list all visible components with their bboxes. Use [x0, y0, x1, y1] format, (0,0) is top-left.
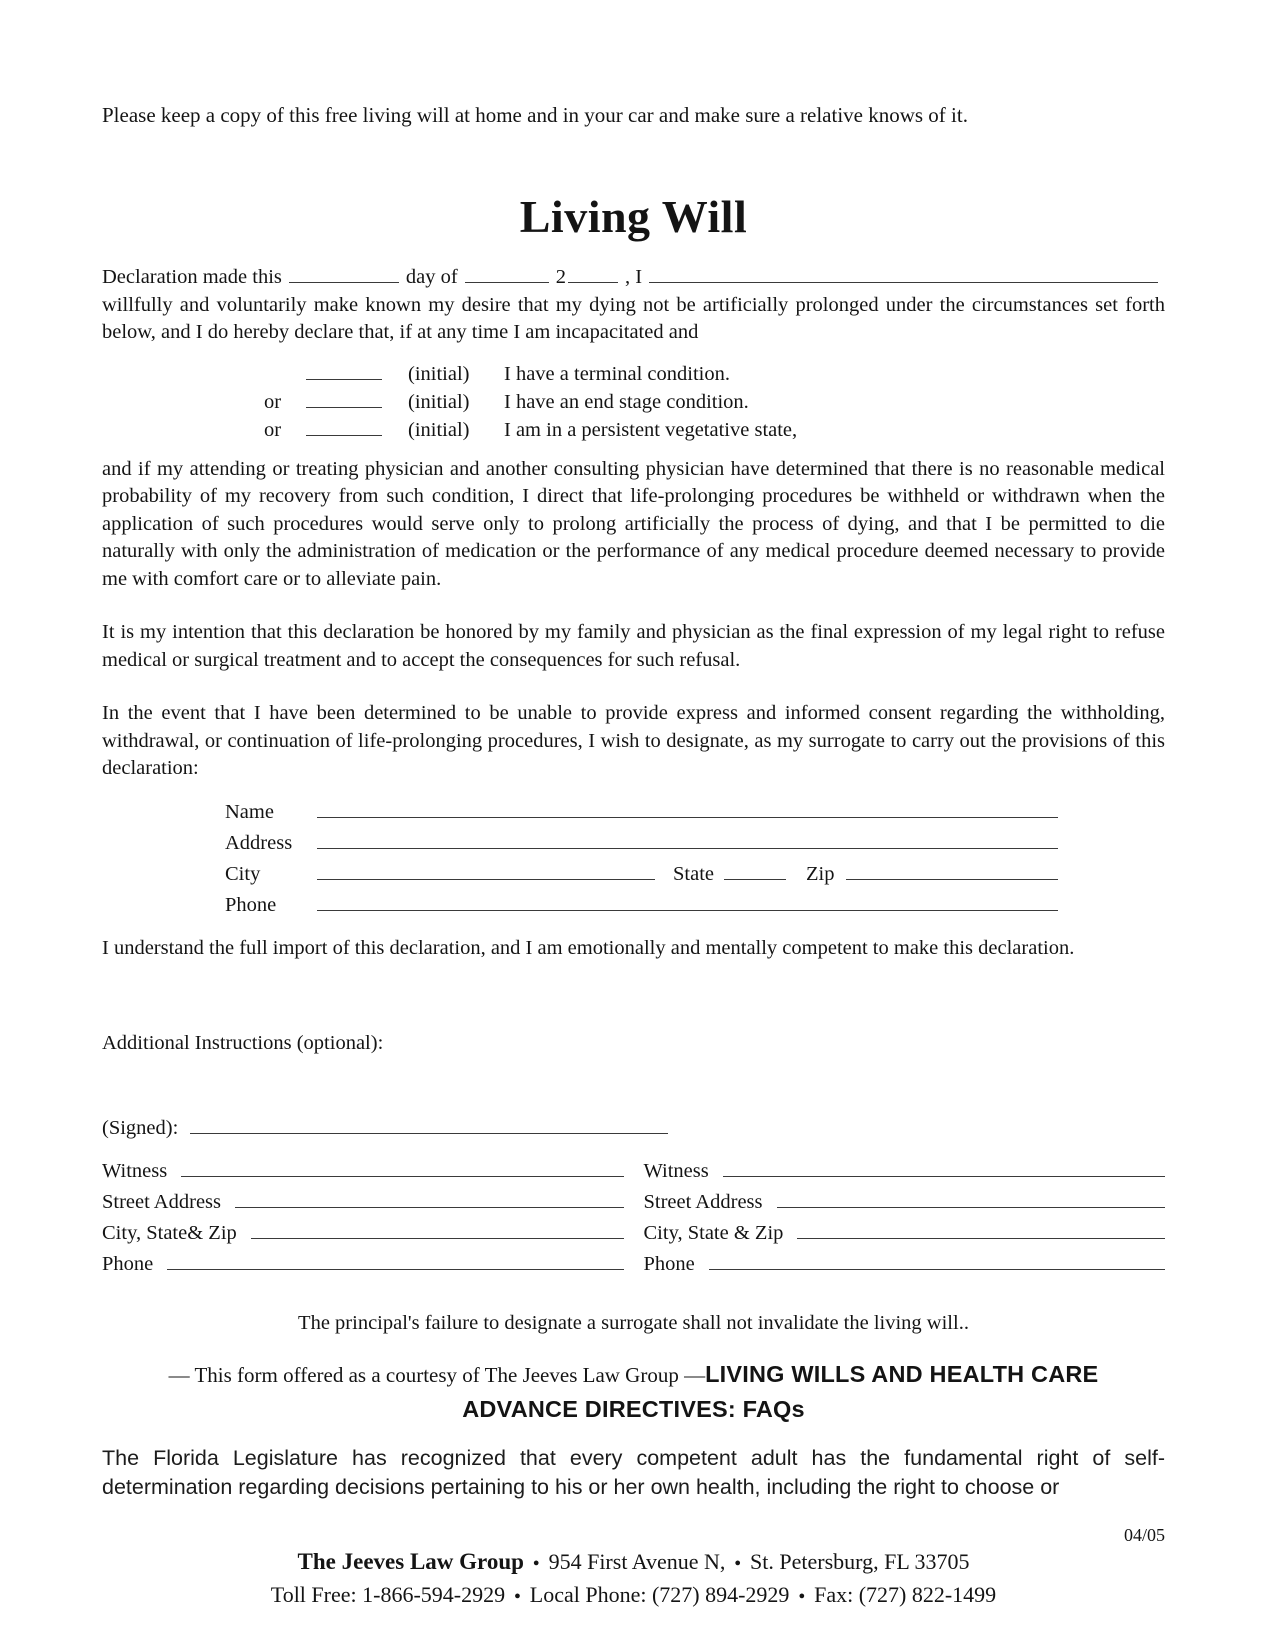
zip-label: Zip [806, 862, 835, 885]
city-label: City [225, 862, 261, 885]
city-state-zip-blank-line [251, 1218, 624, 1239]
witness-column-right [644, 1156, 1166, 1280]
zip-blank-line [846, 859, 1058, 880]
courtesy-headline-line2: ADVANCE DIRECTIVES: FAQs [462, 1396, 805, 1422]
witness-city-row [102, 1218, 624, 1249]
declaration-lead-text: Declaration made this [102, 266, 282, 288]
city-state-zip-label: City, State & Zip [643, 1222, 784, 1244]
witness-phone-row [102, 1249, 624, 1280]
initials-block [102, 359, 1165, 443]
witness-blank-line [181, 1156, 623, 1177]
page-title: Living Will [519, 191, 748, 242]
bullet-separator-icon: ● [798, 1589, 806, 1602]
footer-city: St. Petersburg, FL 33705 [750, 1548, 970, 1574]
witness-row [102, 1156, 624, 1187]
street-address-blank-line [235, 1187, 624, 1208]
initial-row-terminal [264, 359, 1165, 387]
phone-blank-line [709, 1249, 1165, 1270]
florida-legislature-paragraph: The Florida Legislature has recognized that every competent adult has the fundamental right of self-determination regarding decisions pertaining to his or her own health, including the right to choose or [102, 1446, 1165, 1499]
footer-fax: Fax: (727) 822-1499 [814, 1581, 997, 1607]
comma-i-text: , I [624, 266, 643, 288]
witness-street-row [102, 1187, 624, 1218]
witness-column-left [102, 1156, 624, 1280]
declaration-body-paragraph: willfully and voluntarily make known my desire that my dying not be artificially prolonged under the circumstances set forth below, and I do hereby declare that, if at any time I am incapacitated and [102, 293, 1165, 343]
day-of-text: day of [405, 266, 458, 288]
footer-street: 954 First Avenue N, [548, 1548, 726, 1574]
initial-blank-line [306, 359, 382, 380]
declarant-name-blank-line [649, 262, 1158, 283]
initial-blank-line [306, 387, 382, 408]
phone-blank-line [167, 1249, 623, 1270]
competence-paragraph: I understand the full import of this declaration, and I am emotionally and mentally competent to make this declaration. [102, 936, 1075, 959]
initial-row-text: I have an end stage condition. [504, 390, 749, 413]
witness-row [644, 1156, 1166, 1187]
initial-row-text: I have a terminal condition. [504, 362, 730, 385]
footer-phone-line [102, 1580, 1165, 1611]
street-address-label: Street Address [102, 1191, 221, 1213]
street-address-label: Street Address [643, 1191, 763, 1213]
witness-label: Witness [643, 1160, 709, 1182]
determination-paragraph: and if my attending or treating physician and another consulting physician have determined that there is no reasonable medical probability of my recovery from such condition, I direct that life-prolonging procedures be withheld or withdrawn when the application of such procedures would serve only to prolong artificially the process of dying, and that I be permitted to die naturally with only the administration of medication or the performance of any medical procedure deemed necessary to provide me with comfort care or to alleviate pain. [102, 457, 1165, 590]
initial-row-vegetative [264, 415, 1165, 443]
bullet-separator-icon: ● [532, 1556, 540, 1569]
initial-caption: (initial) [408, 418, 470, 441]
initial-caption: (initial) [408, 390, 470, 413]
witness-label: Witness [102, 1160, 168, 1182]
form-version: 04/05 [1123, 1524, 1165, 1545]
keep-copy-tagline: Please keep a copy of this free living will at home and in your car and make sure a relative knows of it. [102, 103, 968, 127]
name-blank-line [317, 797, 1058, 818]
initial-row-end-stage [264, 387, 1165, 415]
surrogate-designation-paragraph: In the event that I have been determined to be unable to provide express and informed consent regarding the withholding, withdrawal, or continuation of life-prolonging procedures, I wish to designate, as my surrogate to carry out the provisions of this declaration: [102, 702, 1165, 779]
witness-city-row [644, 1218, 1166, 1249]
phone-blank-line [317, 890, 1058, 911]
phone-label: Phone [643, 1253, 695, 1275]
footer-tollfree: Toll Free: 1-866-594-2929 [270, 1581, 506, 1607]
phone-label: Phone [225, 893, 277, 916]
city-blank-line [317, 859, 655, 880]
witness-blank-line [723, 1156, 1165, 1177]
day-blank-line [289, 262, 399, 283]
year-prefix-text: 2 [555, 266, 566, 288]
surrogate-address-row [225, 828, 1058, 859]
courtesy-line [102, 1358, 1165, 1394]
signature-blank-line [190, 1113, 668, 1134]
courtesy-headline-line1: LIVING WILLS AND HEALTH CARE [705, 1361, 1099, 1387]
month-blank-line [465, 262, 549, 283]
initial-caption: (initial) [408, 362, 470, 385]
or-label: or [264, 418, 282, 441]
signed-label: (Signed): [102, 1117, 179, 1139]
footer-address-line [102, 1547, 1165, 1578]
courtesy-intro-text: — This form offered as a courtesy of The Jeeves Law Group — [168, 1363, 706, 1387]
witnesses-block [102, 1156, 1165, 1280]
or-label: or [264, 390, 282, 413]
year-blank-line [568, 262, 618, 283]
city-state-zip-blank-line [797, 1218, 1165, 1239]
state-label: State [673, 862, 714, 885]
initial-blank-line [306, 415, 382, 436]
city-state-zip-label: City, State& Zip [102, 1222, 237, 1244]
name-label: Name [225, 800, 274, 823]
surrogate-fields-block [225, 797, 1058, 921]
declaration-date-line [102, 262, 1165, 292]
phone-label: Phone [102, 1253, 154, 1275]
bullet-separator-icon: ● [514, 1589, 521, 1602]
witness-phone-row [644, 1249, 1166, 1280]
courtesy-line-2 [102, 1394, 1165, 1428]
street-address-blank-line [777, 1187, 1166, 1208]
footer-local-phone: Local Phone: (727) 894-2929 [529, 1581, 790, 1607]
state-blank-line [724, 859, 786, 880]
firm-name: The Jeeves Law Group [297, 1548, 524, 1574]
address-blank-line [317, 828, 1058, 849]
witness-street-row [644, 1187, 1166, 1218]
surrogate-city-state-zip-row [225, 859, 1058, 890]
bullet-separator-icon: ● [734, 1556, 742, 1569]
surrogate-phone-row [225, 890, 1058, 921]
intention-paragraph: It is my intention that this declaration be honored by my family and physician as the final expression of my legal right to refuse medical or surgical treatment and to accept the consequences for such refusal. [102, 621, 1165, 671]
surrogate-failure-note: The principal's failure to designate a surrogate shall not invalidate the living will.. [298, 1312, 969, 1334]
additional-instructions-label: Additional Instructions (optional): [102, 1032, 384, 1054]
initial-row-text: I am in a persistent vegetative state, [504, 418, 798, 441]
signed-row [102, 1113, 1165, 1140]
address-label: Address [225, 831, 293, 854]
surrogate-name-row [225, 797, 1058, 828]
